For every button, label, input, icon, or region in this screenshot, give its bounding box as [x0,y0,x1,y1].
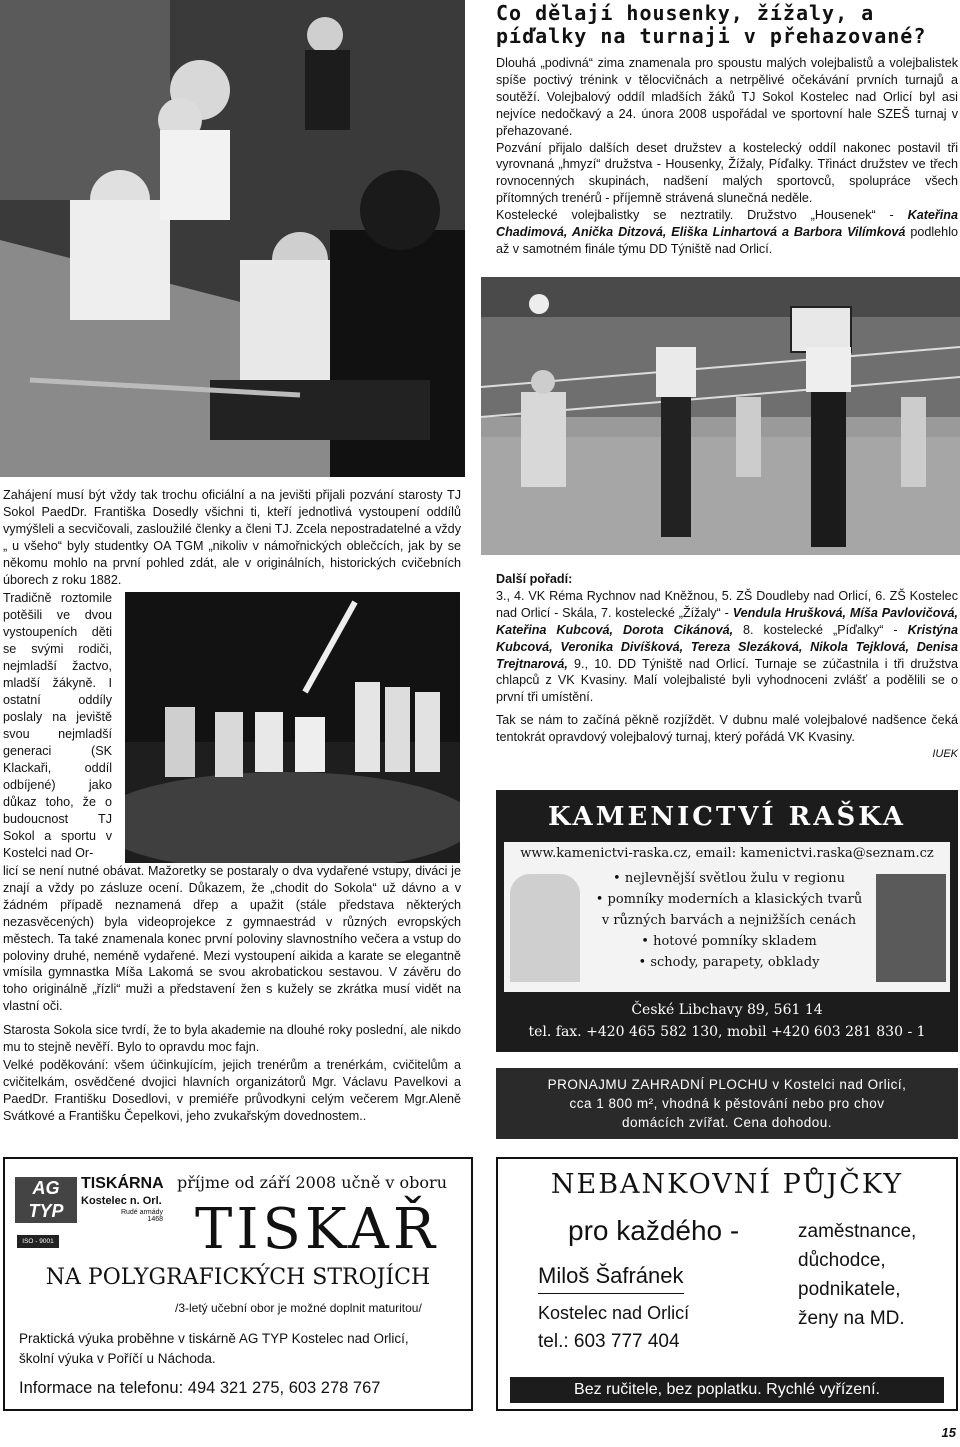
photo-stage-performance [125,592,460,863]
photo-children-stage [0,0,465,477]
pronajmu-text: PRONAJMU ZAHRADNÍ PLOCHU v Kostelci nad Orlicí, cca 1 800 m², vhodná k pěstování nebo pro chov domácích zvířat. Cena dohodou. [547,1077,907,1130]
intro-paragraph-1: Dlouhá „podivná“ zima znamenala pro spoustu malých volejbalistů a volejbalistek spíše poctivý trénink v tělocvičnách a netrpělivé očekávání prvních turnajů a soutěží. Volejbalový oddíl mladších žáků TJ Sokol Kostelec nad Orlicí byl asi nejvíce nedočkavý a 24. února 2008 uspořádal ve sportovní hale SZEŠ turnaj v přehazované. [496,56,958,138]
raska-service-item: • nejlevnější světlou žulu v regionu [613,871,845,886]
photo-volleyball-gym [481,277,960,555]
raska-web[interactable]: www.kamenictvi-raska.cz, email: kamenictvi.raska@seznam.cz [520,846,934,861]
raska-service-item: • pomníky moderních a klasických tvarů [595,892,863,907]
raska-service-item: v různých barvách a nejnižších cenách [601,913,857,928]
tiskarna-phone: Informace na telefonu: 494 321 275, 603 278 767 [19,1379,381,1397]
left-article-p1: Zahájení musí být vždy tak trochu oficiální a na jevišti přijali pozvání starosty TJ Sokol PaedDr. Františka Dosedly všichni ti, kteří jednotlivá vystoupení oddílů vymýšleli a secvičovali, zasloužilé členky a členi TJ. Zcela nepostradatelné a vždy „ u všeho“ byly studentky OA TGM „nikoliv v námořnických oblečcích, jak by se někomu mohlo na první pohled zdát, ale v originálních, historických cvičebních úborech z roku 1882. [3,488,461,587]
agtyp-logo-city: Kostelec n. Orl. [81,1195,162,1207]
tiskarna-note: /3-letý učební obor je možné doplnit maturitou/ [175,1301,422,1315]
gravestone-image-right [876,874,946,982]
agtyp-logo-street: Rudé armády 1468 [120,1209,163,1223]
left-article-p2-narrow: Tradičně roztomile potěšili ve dvou vystoupeních děti se svými rodiči, nejmladší žactvo, mladší žákyně. I ostatní oddíly poslaly na jeviště svou nejmladší generaci (SK Klackaři, oddíl odbíjené) jako důkaz toho, že o budoucnost TJ Sokol a sportu v Kostelci nad Or- [3,591,112,860]
pujcky-title: NEBANKOVNÍ PŮJČKY [550,1169,904,1200]
tiskarna-head: příjme od září 2008 učně v oboru [177,1173,447,1192]
raska-services [588,868,870,973]
pujcky-footer: Bez ručitele, bez poplatku. Rychlé vyřízení. [510,1377,944,1403]
raska-service-item: • hotové pomníky skladem [641,934,817,949]
ad-kamenictvi-raska [496,790,958,1052]
raska-phone: tel. fax. +420 465 582 130, mobil +420 603 281 830 - 1 [528,1024,926,1040]
iso-badge: ISO - 9001 [17,1235,59,1248]
left-article-p2-wide: licí se není nutné obávat. Mažoretky se postaraly o dva vydařené vstupy, diváci je znají a vždy po zásluze ocení. Důkazem, že „chodit do Sokola“ už dávno a v žádném případě neznamená dřep a upažit (stále představa některých nezasvěcených) byla videoprojekce z gymnaestrád v různých evropských městech. Ta také znamenala konec první poloviny slavnostního večera a vstup do poloviny druhé, neméně vydařené. Mezi vystoupení aikida a karate se elegantně vmísila gymnastka Míša Lakomá se svou akrobatickou sestavou. V závěru do toho originálně „řízli“ muži a představení žen s kužely se zkrátka musí vidět na vlastní oči. [3,864,461,1014]
left-article-p4: Velké poděkování: všem účinkujícím, jejich trenérům a trenérkám, cvičitelům a cvičitelkám, osvědčené dvojici hlavních organizátorů Mgr. Václavu Pavelkovi a PaedDr. Františku Dosedlovi, v premiéře průvodkyni celým večerem Mgr.Aleně Svátkové a Františku Čepelkovi, jeho zvukařským dovednostem.. [3,1058,461,1123]
ad-tiskarna [3,1157,473,1411]
closing-text: Tak se nám to začíná pěkně rozjíždět. V dubnu malé volejbalové nadšence čeká tentokrát opravdový volejbalový turnaj, který pořádá VK Kvasiny. [496,713,958,745]
tiskarna-sub: NA POLYGRAFICKÝCH STROJÍCH [45,1265,431,1290]
left-article-p3: Starosta Sokola sice tvrdí, že to byla akademie na dlouhé roky poslední, ale nikdo mu to stejně nevěří. Bylo to opravdu moc fajn. [3,1023,461,1054]
results-text: 3., 4. VK Réma Rychnov nad Kněžnou, 5. ZŠ Doudleby nad Orlicí, 6. ZŠ Kostelec nad Orlicí - Skála, 7. kostelecké „Žížaly“ - Vendula Hrušková, Míša Pavlovičová, Kateřina Kubcová, Dorota Cikánová, 8. kostelecké „Píďalky“ - Kristýna Kubcová, Veronika Divíšková, Tereza Slezáková, Nikola Tejklová, Denisa Trejtnarová, 9., 10. DD Týniště nad Orlicí. Turnaje se zúčastnila i tři družstva chlapců z VK Kvasiny. Malí volejbalisté byli vyhodnoceni zvlášť a podělili se o první tři umístění. [496,588,958,705]
pujcky-for: pro každého - [568,1215,740,1246]
agtyp-logo [13,1169,163,1231]
pujcky-targets: zaměstnance, důchodce, podnikatele, ženy na MD. [798,1221,917,1329]
ad-pronajmu [496,1068,958,1139]
results-section [496,571,958,763]
tiskarna-big: TISKAŘ [195,1197,440,1262]
agtyp-logo-letters: AG TYP [15,1177,77,1223]
ad-nebankovni-pujcky [496,1157,958,1411]
results-heading: Další pořadí: [496,572,573,586]
gravestone-image-left [510,874,580,982]
author: IUEK [932,748,958,761]
pujcky-tel: tel.: 603 777 404 [538,1331,680,1352]
pujcky-name: Miloš Šafránek [538,1263,684,1294]
raska-service-item: • schody, parapety, obklady [638,955,820,970]
intro-paragraph-3: Kostelecké volejbalistky se neztratily. Družstvo „Housenek“ - Kateřina Chadimová, Anička Ditzová, Eliška Linhartová a Barbora Vilímková podlehlo až v samotném finále týmu DD Týniště nad Orlicí. [496,208,958,256]
article-intro [496,55,958,258]
agtyp-logo-name: TISKÁRNA [81,1175,164,1192]
raska-title: KAMENICTVÍ RAŠKA [548,802,906,832]
pujcky-city: Kostelec nad Orlicí [538,1303,690,1323]
raska-content-panel [504,842,950,992]
page-number: 15 [941,1425,956,1440]
article-title: Co dělají housenky, žížaly, a píďalky na turnaji v přehazované? [496,1,927,48]
tiskarna-info: Praktická výuka proběhne v tiskárně AG TYP Kostelec nad Orlicí, školní výuka v Poříčí u Náchoda. [19,1331,409,1366]
intro-paragraph-2: Pozvání přijalo dalších deset družstev a kostelecký oddíl nakonec postavil tři vyrovnaná „hmyzí“ družstva - Housenky, Žížaly, Píďalky. Třináct družstev ve třech rovnocenných skupinách, nadšení malých sportovců, spolupráce všech přítomných trenérů - příjemně strávená slunečná neděle. [496,140,958,206]
raska-address: České Libchavy 89, 561 14 [631,1002,823,1018]
